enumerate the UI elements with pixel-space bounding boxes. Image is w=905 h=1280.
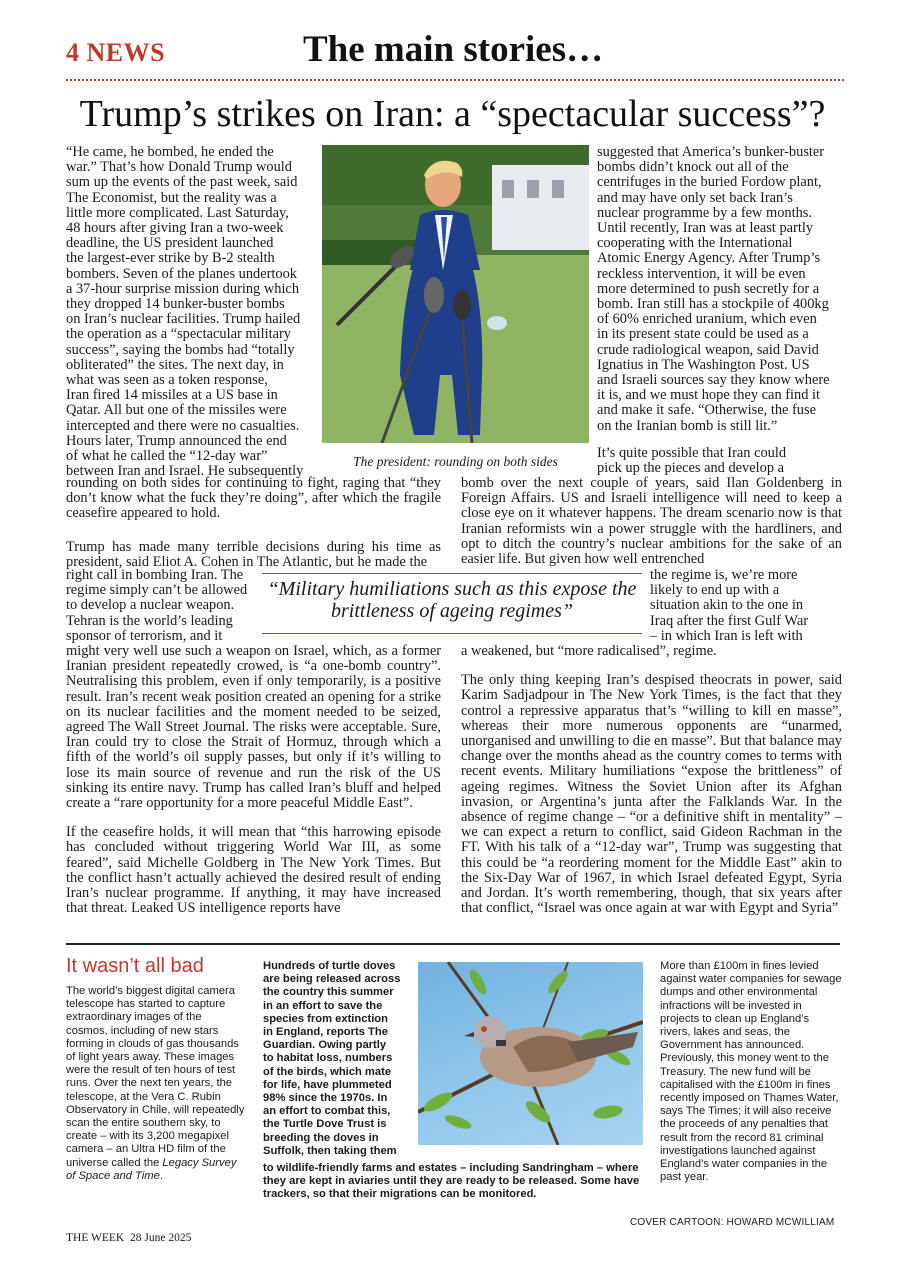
- article-left-tail: [66, 476, 441, 570]
- text-line: of 60% enriched uranium, which even: [597, 311, 817, 328]
- text-line: Iraq after the first Gulf War: [650, 612, 809, 629]
- text-line: – in which Iran is left with: [650, 627, 803, 644]
- text-line: obliterated” the sites. The next day, in: [66, 356, 284, 373]
- text-line: and may have only set back Iran’s: [597, 189, 793, 206]
- paragraph: a weakened, but “more radicalised”, regime.: [461, 643, 717, 659]
- section-divider: [66, 943, 840, 945]
- text-line: right call in bombing Iran. The: [66, 567, 244, 583]
- text-line: they dropped 14 bunker-buster bombs: [66, 296, 285, 313]
- doves-story: [263, 960, 415, 1158]
- text-line: likely to end up with a: [650, 582, 780, 599]
- text-line: breeding the doves in: [263, 1131, 379, 1144]
- text-line: of what he called the “12-day war”: [66, 448, 268, 465]
- paragraph: bomb over the next couple of years, said Ilan Goldenberg in Foreign Affairs. US and Israeli intelligence will need to keep a close eye on it whatever happens. The dream scenario now is that Iranian reformists win a power struggle with the hardliners, and opt to ditch the country’s nuclear ambitions for the sake of an easier life. But given how well entrenched: [461, 475, 842, 568]
- telescope-survey-name: Legacy Survey of Space and Time: [66, 1156, 237, 1182]
- text-line: Qatar. All but one of the missiles were: [66, 402, 287, 419]
- article-left-lower: [66, 644, 441, 916]
- page-title: The main stories…: [303, 29, 604, 70]
- text-line: are being released across: [263, 973, 401, 986]
- footer-publication: THE WEEK: [66, 1232, 125, 1244]
- text-line: war.” That’s how Donald Trump would: [66, 159, 292, 176]
- pullquote-top-rule: [262, 573, 642, 574]
- text-line: Guardian. Owing partly: [263, 1039, 387, 1052]
- paragraph: If the ceasefire holds, it will mean that “this harrowing episode has concluded without triggering World War III, as some feared”, said Michelle Goldberg in The New York Times. But the conflict hasn’t actually achieved the desired result of ending Iran’s nuclear programme. If anything, it may have increased that threat. Leaked US intelligence reports have: [66, 824, 441, 917]
- text-line: bombers. Seven of the planes undertook: [66, 265, 297, 282]
- text-line: Ignatius in The Washington Post. US: [597, 356, 810, 373]
- turtle-dove-illustration: [418, 962, 643, 1145]
- text-line: sum up the events of the past week, said: [66, 174, 298, 191]
- text-line: success”, saying the bombs had “totally: [66, 341, 295, 358]
- text-line: the largest-ever strike by B-2 stealth: [66, 250, 275, 267]
- text-line: Until recently, Iran was at least partly: [597, 220, 814, 237]
- article-left-narrow: [66, 568, 256, 644]
- telescope-end: .: [159, 1169, 163, 1182]
- telescope-text: The world’s biggest digital camera telescope has started to capture extraordinary images of the cosmos, including of new stars forming in clouds of gas thousands of light years away. These images were the result of ten hours of test runs. Over the next ten years, the telescope, at the Vera C. Rubin Observatory in Chile, will repeatedly scan the entire southern sky, to create – with its 3,200 megapixel camera – an Ultra HD film of the universe called the: [66, 985, 245, 1169]
- text-line: the operation as a “spectacular military: [66, 326, 291, 343]
- photo-caption: The president: rounding on both sides: [353, 454, 558, 469]
- water-story: [660, 960, 842, 1184]
- water-text: More than £100m in fines levied against water companies for sewage dumps and other environmental infractions will be invested in projects to clean up England’s rivers, lakes and seas, the Government has announced. Previously, this money went to the Treasury. The new fund will be capitalised with the £100m in fines recently imposed on Thames Water, says The Times; it will also receive the proceeds of any penalties that result from the record 81 criminal investigations launched against England’s water companies in the past year.: [660, 960, 842, 1184]
- text-line: and make it safe. “Otherwise, the fuse: [597, 402, 816, 419]
- article-right-narrow: [650, 568, 842, 644]
- pullquote-bottom-rule: [262, 633, 642, 634]
- text-line: to habitat loss, numbers: [263, 1052, 393, 1065]
- text-line: between Iran and Israel. He subsequently: [66, 463, 304, 480]
- text-line: It’s quite possible that Iran could: [597, 445, 787, 461]
- text-line: more determined to push secretly for a: [597, 280, 820, 297]
- text-line: Atomic Energy Agency. After Trump’s: [597, 250, 821, 267]
- text-line: “He came, he bombed, he ended the: [66, 144, 274, 160]
- text-line: little more complicated. Last Saturday,: [66, 204, 289, 221]
- doves-story-tail: [263, 1162, 643, 1202]
- paragraph: might very well use such a weapon on Israel, which, as a former Iranian president repeatedly crowed, is “a one-bomb country”. Neutralising this problem, even if only temporarily, is a positive result. Iran’s recent weak position created an opening for a strike on its nuclear facilities and the moment needed to be seized, agreed The Wall Street Journal. The risks were acceptable. Sure, Iran could try to close the Strait of Hormuz, through which a fifth of the world’s oil supply passes, but only if it’s willing to lose its main source of revenue and run the risk of the US sinking its entire navy. Trump has called Iran’s bluff and helped create a “rare opportunity for a more peaceful Middle East”.: [66, 643, 441, 812]
- text-line: cooperating with the International: [597, 235, 793, 252]
- text-line: for life, have plummeted: [263, 1078, 392, 1091]
- paragraph: rounding on both sides for continuing to fight, raging that “they don’t know what the fuck they’re doing”, after which the fragile ceasefire appeared to hold.: [66, 475, 441, 522]
- section-label: 4 NEWS: [66, 38, 166, 67]
- article-headline: Trump’s strikes on Iran: a “spectacular success”?: [79, 93, 826, 135]
- text-line: on the Iranian bomb is still lit.”: [597, 417, 778, 434]
- text-line: regime simply can’t be allowed: [66, 582, 248, 599]
- article-right-lower-a: [461, 476, 842, 567]
- telescope-story: [66, 985, 246, 1183]
- text-line: 48 hours after giving Iran a two-week: [66, 220, 284, 237]
- page-footer: [66, 1232, 191, 1244]
- text-line: species from extinction: [263, 1012, 388, 1025]
- text-line: the country this summer: [263, 986, 394, 999]
- text-line: and Israeli sources say they know where: [597, 372, 830, 389]
- text-line: in England, reports The: [263, 1026, 388, 1039]
- text-line: a 37-hour surprise mission during which: [66, 280, 300, 297]
- article-right-lower-b: [461, 644, 842, 916]
- footer-date: 28 June 2025: [129, 1232, 192, 1244]
- text-line: The Economist, but the reality was a: [66, 189, 277, 206]
- paragraph: Trump has made many terrible decisions during his time as president, said Eliot A. Cohen in The Atlantic, but he made the: [66, 538, 441, 570]
- text-line: of the birds, which mate: [263, 1065, 392, 1078]
- text-line: intercepted and there were no casualties.: [66, 417, 300, 434]
- text-line: reckless intervention, it will be even: [597, 265, 806, 282]
- text-line: Hours later, Trump announced the end: [66, 432, 287, 449]
- text-line: bombs didn’t knock out all of the: [597, 159, 789, 176]
- header-divider: [66, 79, 844, 81]
- article-right-continuation: [597, 446, 842, 476]
- text-line: an effort to combat this,: [263, 1105, 391, 1118]
- text-line: deadline, the US president launched: [66, 235, 274, 252]
- cover-credit: COVER CARTOON: HOWARD MCWILLIAM: [630, 1217, 835, 1228]
- text-line: situation akin to the one in: [650, 597, 804, 614]
- text-line: the Turtle Dove Trust is: [263, 1118, 387, 1131]
- text-line: Suffolk, then taking them: [263, 1144, 397, 1157]
- text-line: Iran fired 14 missiles at a US base in: [66, 387, 278, 404]
- text-line: in an effort to save the: [263, 999, 383, 1012]
- wasnt-all-bad-title: It wasn’t all bad: [66, 955, 204, 977]
- article-left-column: [66, 145, 316, 479]
- text-line: centrifuges in the buried Fordow plant,: [597, 174, 822, 191]
- text-line: 98% since the 1970s. In: [263, 1092, 388, 1105]
- pull-quote: “Military humiliations such as this expose the brittleness of ageing regimes”: [267, 578, 637, 622]
- text-line: the regime is, we’re more: [650, 567, 798, 583]
- paragraph: The only thing keeping Iran’s despised theocrats in power, said Karim Sadjadpour in The New York Times, is the fact that they control a repressive apparatus that’s “willing to kill en masse”, whereas their more numerous opponents are “unarmed, unorganised and unwilling to die en masse”. But that balance may change over the months ahead as the country comes to terms with recent events. Military humiliations “expose the brittleness” of ageing regimes. Witness the Soviet Union after its Afghan invasion, or Argentina’s junta after the Falklands War. In the absence of regime change – “or a definitive shift in mentality” – we can expect a return to conflict, said Gideon Rachman in the FT. With his talk of a “12-day war”, Trump was suggesting that this could be “a reordering moment for the Middle East” akin to the Six-Day War of 1967, in which Israel defeated Egypt, Syria and Jordan. It’s worth remembering, though, that six years after that conflict, “Israel was once again at war with Egypt and Syria”: [461, 672, 842, 917]
- text-line: pick up the pieces and develop a: [597, 460, 785, 477]
- article-right-column: [597, 145, 842, 434]
- text-line: in its present state could be used as a: [597, 326, 809, 343]
- text-line: to develop a nuclear weapon.: [66, 597, 235, 614]
- text-line: Hundreds of turtle doves: [263, 960, 396, 972]
- text-line: suggested that America’s bunker-buster: [597, 144, 825, 160]
- text-line: on Iran’s nuclear facilities. Trump hailed: [66, 311, 301, 328]
- trump-illustration: [322, 145, 589, 443]
- doves-tail-text: to wildlife-friendly farms and estates – including Sandringham – where they are kept in aviaries until they are ready to be released. Some have trackers, so that their migrations can be monitored.: [263, 1162, 640, 1201]
- text-line: bomb. Iran still has a stockpile of 400kg: [597, 296, 829, 313]
- text-line: it is, and we must hope they can find it: [597, 387, 821, 404]
- turtle-dove-photo: [418, 962, 643, 1145]
- text-line: what was seen as a token response,: [66, 372, 268, 389]
- text-line: crude radiological weapon, said David: [597, 341, 819, 358]
- text-line: nuclear programme by a few months.: [597, 204, 812, 221]
- text-line: Tehran is the world’s leading: [66, 612, 233, 629]
- text-line: sponsor of terrorism, and it: [66, 627, 223, 644]
- trump-photo: [322, 145, 589, 443]
